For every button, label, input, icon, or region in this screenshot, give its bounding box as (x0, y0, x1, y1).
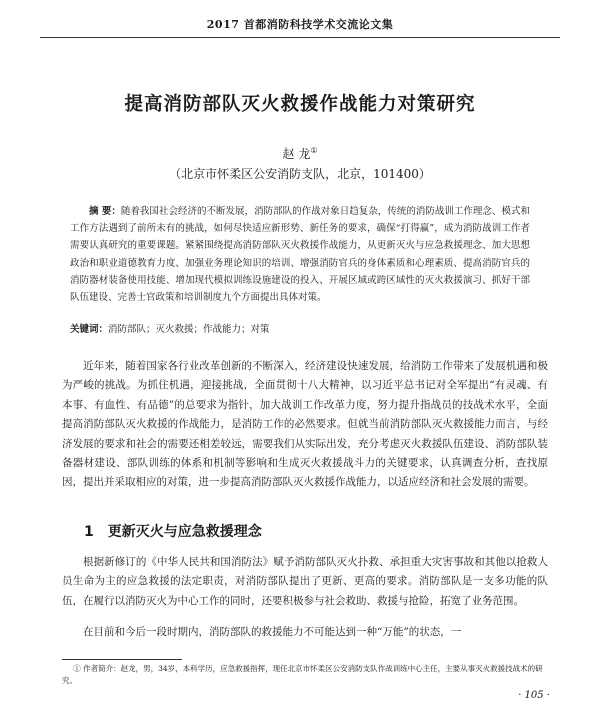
author-name: 赵 龙 (282, 147, 311, 161)
keywords-text: 消防部队；灭火救援；作战能力；对策 (108, 324, 270, 335)
abstract-text: 随着我国社会经济的不断发展，消防部队的作战对象日趋复杂，传统的消防战训工作理念、模式和工作方法遇到了前所未有的挑战，如何尽快适应新形势、新任务的要求，确保“打得赢”，成为消防战训工作者需要认真研究的重要课题。紧紧围绕提高消防部队灭火救援作战能力，从更新灭火与应急救援理念、加大思想政治和职业道德教育力度、加强业务理论知识的培训、增强消防官兵的身体素质和心理素质、提高消防官兵的消防器材装备使用技能、增加现代模拟训练设施建设的投入、开展区域或跨区域性的灭火救援演习、抓好干部队伍建设、完善士官政策和培训制度九个方面提出具体对策。 (70, 206, 530, 304)
section-title: 更新灭火与应急救援理念 (107, 524, 262, 540)
section-heading (84, 521, 262, 541)
abstract-label: 摘 要： (89, 206, 121, 217)
author-line (40, 145, 560, 162)
author-footnote-mark: ① (310, 146, 318, 155)
abstract (70, 203, 530, 306)
section-number: 1 (84, 524, 94, 540)
affiliation: （北京市怀柔区公安消防支队，北京，101400） (169, 167, 431, 181)
intro-paragraph: 近年来，随着国家各行业改革创新的不断深入，经济建设快速发展，给消防工作带来了发展机遇和极为严峻的挑战。为抓住机遇，迎接挑战，全面贯彻十八大精神，以习近平总书记对全军提出“有灵魂、有本事、有血性、有品德”的总要求为指针，加大战训工作改革力度，努力提升指战员的技战术水平，全面提高消防部队灭火救援的作战能力，是消防工作的必然要求。但就当前消防部队灭火救援能力而言，与经济发展的要求和社会的需要还相差较远，需要我们从实际出发，充分考虑灭火救援队伍建设、消防部队装备器材建设、部队训练的体系和机制等影响和生成灭火救援战斗力的关键要求，认真调查分析，查找原因，提出并采取相应的对策，进一步提高消防部队灭火救援作战能力，以适应经济和社会发展的需要。 (62, 360, 548, 489)
keywords-label: 关键词： (70, 324, 109, 335)
footnote-rule (62, 659, 182, 660)
section-paragraph: 在目前和今后一段时期内，消防部队的救援能力不可能达到一种“万能”的状态，一 (83, 626, 462, 638)
paper-title: 提高消防部队灭火救援作战能力对策研究 (124, 94, 476, 115)
section-paragraph: 根据新修订的《中华人民共和国消防法》赋予消防部队灭火扑救、承担重大灾害事故和其他以抢救人员生命为主的应急救援的法定职责，对消防部队提出了更新、更高的要求。消防部队是一支多功能的队伍，在履行以消防灭火为中心工作的同时，还要积极参与社会救助、救援与抢险，拓宽了业务范围。 (62, 556, 548, 607)
page-number: · 105 · (518, 690, 550, 701)
keywords (70, 321, 530, 338)
footnote: ① 作者简介：赵龙，男，34岁，本科学历，应急救援指挥，现任北京市怀柔区公安消防支队作战训练中心主任，主要从事灭火救援技战术的研究。 (62, 664, 543, 685)
running-header: 2017 首都消防科技学术交流论文集 (40, 16, 560, 38)
